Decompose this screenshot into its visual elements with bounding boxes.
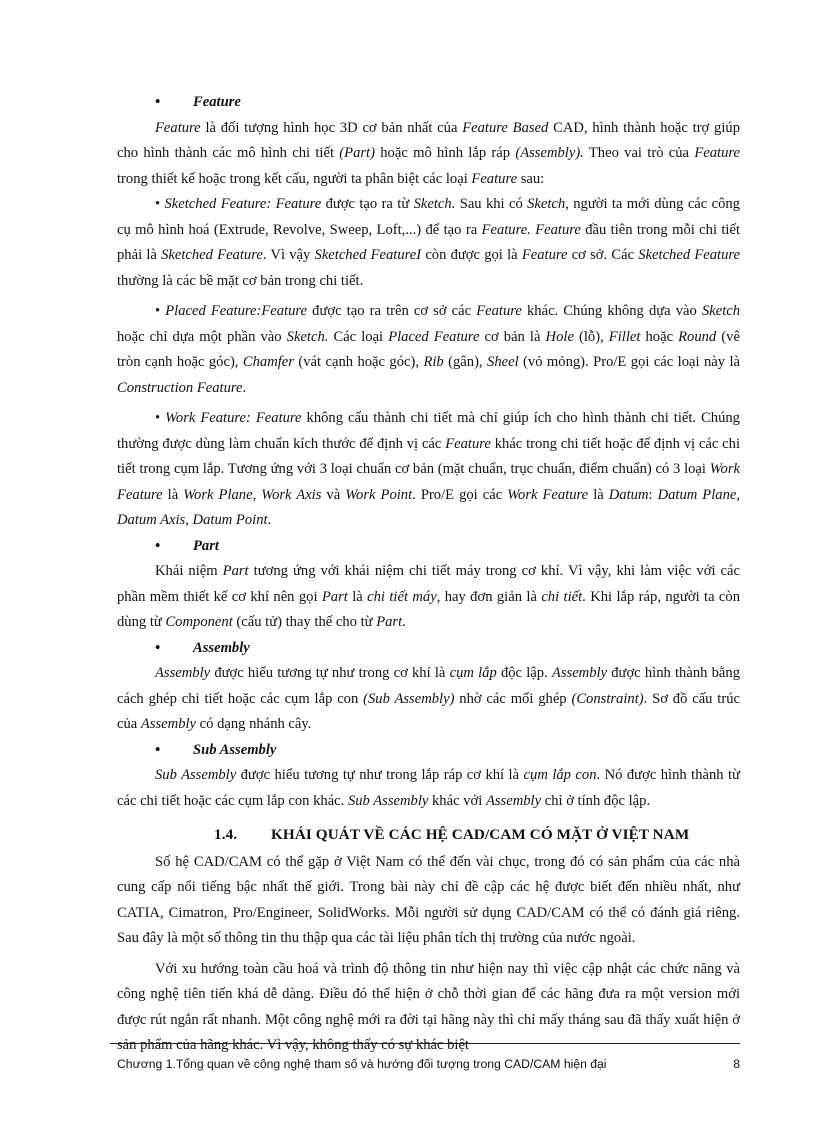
text-run: nhờ các mối ghép <box>454 690 572 707</box>
text-run: tương ứng với khái niệm chi tiết máy trong cơ khí. Vì vậy, khi làm việc với các phần mềm thiết kế cơ khí nên gọi <box>117 563 740 605</box>
text-run: , <box>736 486 741 503</box>
italic-run: Part <box>321 588 348 605</box>
italic-run: Rib <box>423 354 444 370</box>
text-run: được tạo ra trên cơ sở các <box>307 303 477 319</box>
italic-run: (Sub Assembly) <box>363 690 455 707</box>
text-run: được hiểu tương tự như trong cơ khí là <box>210 665 450 681</box>
italic-run: Chamfer <box>242 354 294 370</box>
italic-run: Feature <box>694 145 740 161</box>
text-run: , hay đơn giản là <box>436 588 542 605</box>
italic-run: Work Feature <box>117 461 740 503</box>
text-run: Khái niệm <box>155 563 223 579</box>
text-run: còn được gọi là <box>421 247 522 263</box>
italic-run: (Constraint) <box>571 690 644 707</box>
bullet-title: Feature <box>193 94 241 110</box>
italic-run: Datum Plane <box>657 486 737 503</box>
text-run: và <box>321 486 346 503</box>
italic-run: Feature <box>445 435 491 452</box>
text-run: : <box>648 486 658 503</box>
text-run: . Khi lắp ráp, người ta còn dùng từ <box>117 588 740 630</box>
placed-feature <box>117 299 740 401</box>
italic-run: Feature. Feature <box>481 221 581 238</box>
text-run: trong thiết kế hoặc trong kết cấu, người ta phân biệt các loại <box>117 170 472 187</box>
italic-run: Part <box>376 614 403 630</box>
text-run: , người ta mới dùng các công cụ mô hình hoá (Extrude, Revolve, Sweep, Loft,...) để tạo ra <box>117 196 740 238</box>
text-run: độc lập. <box>496 665 552 681</box>
bullet-dot-icon: • <box>155 94 161 110</box>
text-run: . Pro/E gọi các <box>412 486 508 503</box>
italic-run: Hole <box>545 328 574 345</box>
text-run: là <box>347 588 368 605</box>
italic-run: cụm lắp <box>449 665 497 681</box>
text-run: có dạng nhánh cây. <box>196 716 312 732</box>
sketched-feature <box>117 192 740 294</box>
bullet-title: Sub Assembly <box>193 741 277 758</box>
text-run: • <box>155 410 166 426</box>
bullet-title: Assembly <box>193 639 250 656</box>
italic-run: Work Axis <box>261 486 322 503</box>
italic-run: Sketched Feature <box>638 247 740 263</box>
text-run: , <box>185 512 193 528</box>
bullet-part <box>117 534 740 560</box>
bullet-dot-icon: • <box>155 741 161 758</box>
text-run: được tạo ra từ <box>321 196 414 212</box>
italic-run: Datum <box>608 486 649 503</box>
italic-run: Sketch. <box>286 328 329 345</box>
italic-run: Sketched FeatureI <box>314 247 422 263</box>
feature-intro <box>117 116 740 193</box>
text-run: thường là các bề mặt cơ bản trong chi tiết. <box>117 272 364 289</box>
text-run: là đối tượng hình học 3D cơ bản nhất của <box>200 119 463 136</box>
italic-run: Sheel <box>487 354 519 370</box>
bullet-dot-icon: • <box>155 639 161 656</box>
italic-run: Placed Feature:Feature <box>165 303 308 319</box>
italic-run: Component <box>165 614 233 630</box>
italic-run: Feature <box>521 247 568 263</box>
text-run: hoặc mô hình lắp ráp <box>374 145 516 161</box>
text-run: CAD, hình thành hoặc trợ giúp cho hình thành các mô hình chi tiết <box>117 119 740 161</box>
italic-run: Assembly <box>551 665 608 681</box>
italic-run: Part <box>222 563 249 579</box>
italic-run: Sub Assembly <box>347 792 429 809</box>
bullet-dot-icon: • <box>155 537 161 554</box>
text-run: là <box>588 486 609 503</box>
text-run: được hình thành bằng cách ghép chi tiết hoặc các cụm lắp con <box>117 665 740 707</box>
italic-run: Feature <box>476 303 522 319</box>
page-content <box>117 90 740 1059</box>
text-run: • <box>155 303 166 319</box>
text-run: Sau khi có <box>455 196 528 212</box>
text-run: (vỏ mỏng). Pro/E gọi các loại này là <box>518 354 741 370</box>
text-run: , <box>252 486 262 503</box>
body-paragraph-2: Với xu hướng toàn cầu hoá và trình độ thông tin như hiện nay thì việc cập nhật các chức năng và công nghệ tiên tiến khá dễ dàng. Điều đó thể hiện ở chỗ thời gian để các hãng đưa ra một version mới được rút ngắn rất nhanh. Một công nghệ mới ra đời tại hãng này thì chỉ mấy tháng sau đã thấy xuất hiện ở sản phẩm của hãng khác. Vì vậy, không thấy có sự khác biệt <box>117 960 740 1053</box>
text-run: (gân), <box>443 354 488 370</box>
text-run: là <box>162 486 184 503</box>
italic-run: Sketched Feature: Feature <box>164 196 322 212</box>
italic-run: chi tiết <box>541 588 583 605</box>
text-run: . <box>402 614 406 630</box>
text-run: đầu tiên trong mỗi chi tiết phải là <box>117 221 741 263</box>
bullet-assembly <box>117 636 740 662</box>
text-run: không cấu thành chi tiết mà chỉ giúp ích cho hình thành chi tiết. Chúng thường được dùng làm chuẩn kích thước để định vị các <box>117 410 740 452</box>
italic-run: Placed Feature <box>388 328 480 345</box>
text-run: (cấu tử) thay thế cho từ <box>232 614 377 630</box>
italic-run: Construction Feature <box>117 379 243 396</box>
italic-run: chi tiết máy <box>367 588 437 605</box>
text-run: khác trong chi tiết hoặc để định vị các chi tiết trong cụm lắp. Tương ứng với 3 loại chuẩn cơ bản (mặt chuẩn, trục chuẩn, điểm chuẩn) có 3 loại <box>117 435 740 477</box>
italic-run: Sketch <box>527 196 566 212</box>
heading-text: KHÁI QUÁT VỀ CÁC HỆ CAD/CAM CÓ MẶT Ở VIỆT NAM <box>271 826 690 843</box>
italic-run: Work Feature: Feature <box>165 410 302 426</box>
text-run: (lỗ), <box>573 328 609 345</box>
italic-run: cụm lắp con <box>523 767 597 783</box>
text-run: chỉ ở tính độc lập. <box>541 792 651 809</box>
text-run: . <box>242 379 247 396</box>
text-run: . Nó được hình thành từ các chi tiết hoặc các cụm lắp con khác. <box>117 767 740 809</box>
text-run: khác với <box>428 792 486 809</box>
subassembly-paragraph <box>117 763 740 814</box>
section-heading <box>117 822 740 848</box>
heading-number: 1.4. <box>214 826 238 843</box>
italic-run: Fillet <box>608 328 641 345</box>
text-run: . Sơ đồ cấu trúc của <box>117 690 740 732</box>
text-run: (vê tròn cạnh hoặc góc), <box>117 328 740 370</box>
italic-run: (Assembly). <box>515 145 584 161</box>
italic-run: Sketched Feature <box>161 247 263 263</box>
italic-run: Feature Based <box>462 119 549 136</box>
italic-run: Sketch. <box>413 196 456 212</box>
page-footer <box>117 1052 740 1078</box>
text-run: • <box>155 196 165 212</box>
text-run: . Vì vậy <box>262 247 315 263</box>
italic-run: Sketch <box>701 303 741 319</box>
page-number: 8 <box>733 1057 740 1071</box>
italic-run: Datum Point <box>192 512 268 528</box>
text-run: cơ bản là <box>479 328 546 345</box>
italic-run: Feature <box>471 170 518 187</box>
bullet-title: Part <box>193 537 219 554</box>
bullet-feature <box>117 90 740 116</box>
italic-run: Work Plane <box>183 486 253 503</box>
bullet-subassembly <box>117 738 740 764</box>
italic-run: Assembly <box>155 665 211 681</box>
part-paragraph <box>117 559 740 636</box>
text-run: sau: <box>517 170 545 187</box>
text-run: cơ sở. Các <box>567 247 639 263</box>
text-run: Các loại <box>328 328 389 345</box>
italic-run: Round <box>678 328 717 345</box>
italic-run: Feature <box>155 119 201 136</box>
text-run: . <box>267 512 272 528</box>
assembly-paragraph <box>117 661 740 738</box>
footer-chapter: Chương 1.Tổng quan về công nghệ tham số và hướng đối tượng trong CAD/CAM hiện đại <box>117 1057 607 1071</box>
italic-run: Assembly <box>140 716 197 732</box>
italic-run: Sub Assembly <box>155 767 237 783</box>
body-paragraph-1: Số hệ CAD/CAM có thể gặp ở Việt Nam có thể đến vài chục, trong đó có sản phẩm của các nhà cung cấp nổi tiếng bậc nhất thế giới. Trong bài này chỉ đề cập các hệ được biết đến nhiều nhất, như CATIA, Cimatron, Pro/Engineer, SolidWorks. Mỗi người sử dụng CAD/CAM có thể có đánh giá riêng. Sau đây là một số thông tin thu thập qua các tài liệu phân tích thị trường của nước ngoài. <box>117 853 740 946</box>
italic-run: Assembly <box>485 792 542 809</box>
text-run: khác. Chúng không dựa vào <box>521 303 702 319</box>
italic-run: Datum Axis <box>117 512 186 528</box>
text-run: Theo vai trò của <box>583 145 695 161</box>
italic-run: Work Feature <box>507 486 589 503</box>
work-feature <box>117 406 740 534</box>
text-run: hoặc chỉ dựa một phần vào <box>117 328 287 345</box>
italic-run: (Part) <box>339 145 375 161</box>
text-run: hoặc <box>640 328 679 345</box>
italic-run: Work Point <box>345 486 413 503</box>
text-run: được hiểu tương tự như trong lắp ráp cơ khí là <box>236 767 524 783</box>
text-run: (vát cạnh hoặc góc), <box>293 354 424 370</box>
footer-divider <box>110 1043 740 1044</box>
